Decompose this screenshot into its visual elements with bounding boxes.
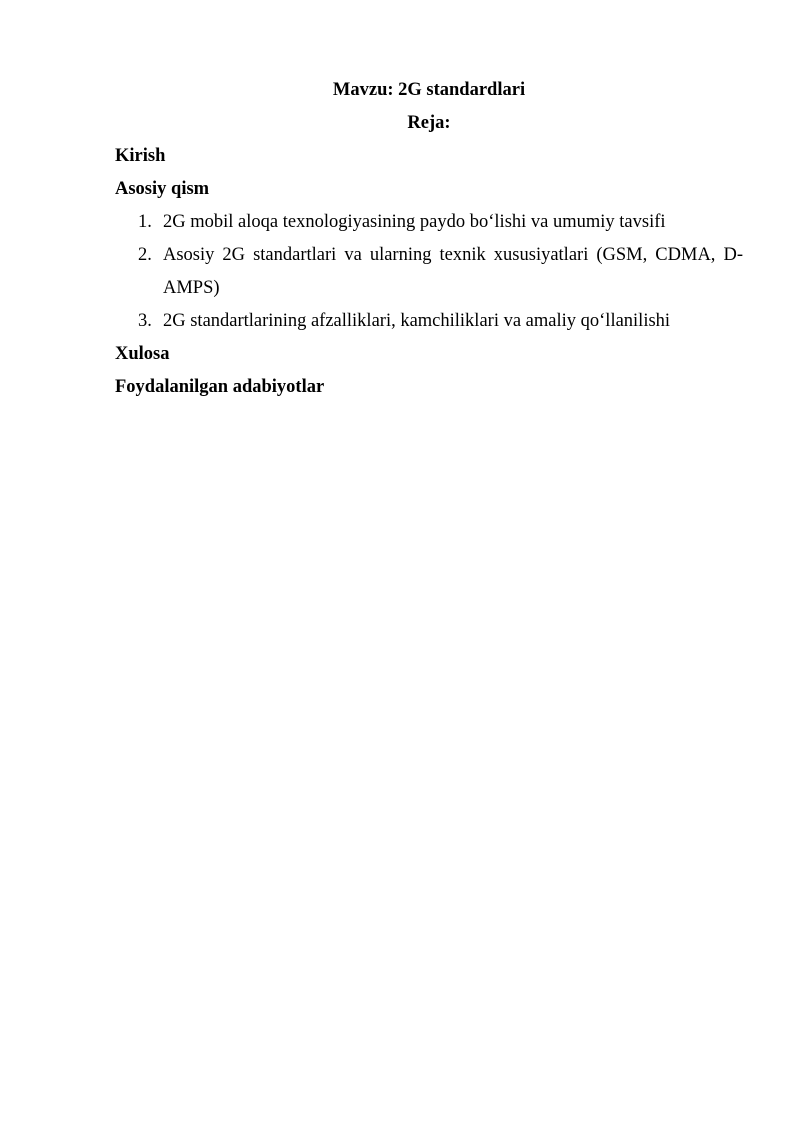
plan-list bbox=[115, 206, 743, 338]
list-item-text: 2G mobil aloqa texnologiyasining paydo bo‘lishi va umumiy tavsifi bbox=[163, 212, 666, 232]
document-title: Mavzu: 2G standardlari bbox=[332, 80, 526, 100]
section-intro: Kirish bbox=[115, 146, 166, 166]
plan-heading: Reja: bbox=[407, 113, 451, 133]
list-item-number: 1. bbox=[138, 212, 152, 232]
list-item-number: 2. bbox=[138, 245, 152, 265]
section-conclusion: Xulosa bbox=[115, 344, 170, 364]
list-item-text: 2G standartlarining afzalliklari, kamchiliklari va amaliy qo‘llanilishi bbox=[163, 311, 671, 331]
list-item bbox=[115, 206, 743, 239]
section-references: Foydalanilgan adabiyotlar bbox=[115, 377, 325, 397]
section-main: Asosiy qism bbox=[115, 179, 210, 199]
document-content bbox=[115, 74, 743, 404]
list-item bbox=[115, 239, 743, 305]
list-item bbox=[115, 305, 743, 338]
list-item-text: Asosiy 2G standartlari va ularning texnik xususiyatlari (GSM, CDMA, D-AMPS) bbox=[163, 245, 743, 298]
list-item-number: 3. bbox=[138, 311, 152, 331]
